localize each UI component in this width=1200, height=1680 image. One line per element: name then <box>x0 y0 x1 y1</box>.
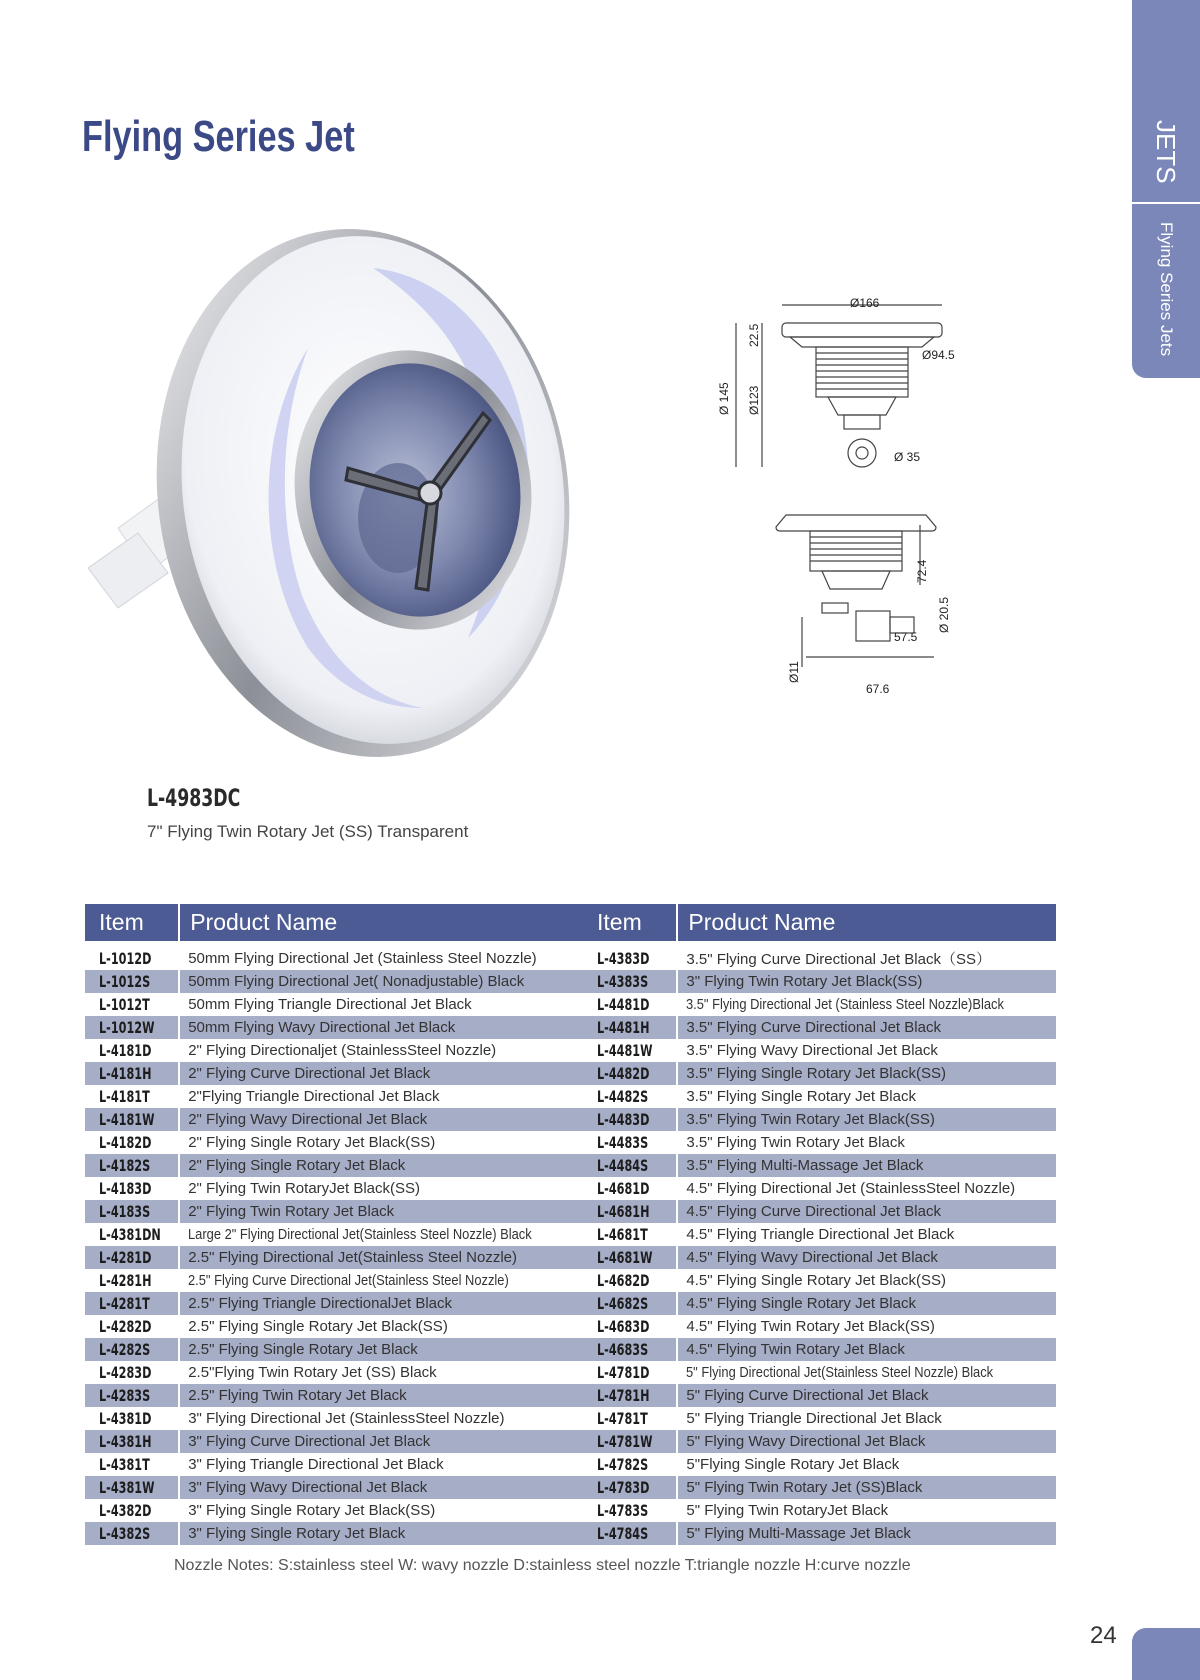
product-name: 2.5" Flying Twin Rotary Jet Black <box>188 1387 407 1404</box>
product-code-cell <box>583 1361 677 1384</box>
product-name-cell <box>179 1292 588 1315</box>
product-code: L-4681D <box>597 1179 650 1198</box>
product-name-cell <box>677 1361 1056 1384</box>
page-title: Flying Series Jet <box>82 112 355 161</box>
product-code-cell <box>85 1016 179 1039</box>
product-name: 3.5" Flying Curve Directional Jet Black（SS） <box>686 951 991 968</box>
product-name: 3.5" Flying Directional Jet (Stainless Steel Nozzle)Black <box>686 996 1005 1013</box>
table-header <box>583 904 1056 941</box>
table-row <box>85 1085 588 1108</box>
side-tab-category[interactable]: JETS <box>1151 120 1181 184</box>
table-row <box>85 1154 588 1177</box>
product-code-cell <box>583 1522 677 1545</box>
product-name: 3" Flying Single Rotary Jet Black(SS) <box>188 1502 436 1519</box>
product-code-cell <box>583 1246 677 1269</box>
product-name-cell <box>179 1177 588 1200</box>
dim-port-dia: Ø 20.5 <box>937 596 951 633</box>
product-code: L-4183D <box>99 1179 152 1198</box>
product-name-cell <box>179 970 588 993</box>
product-code-cell <box>85 1039 179 1062</box>
table-row <box>583 1269 1056 1292</box>
product-name: 2" Flying Twin RotaryJet Black(SS) <box>188 1180 421 1197</box>
product-name: 4.5" Flying Twin Rotary Jet Black <box>686 1341 905 1358</box>
product-code-cell <box>583 1131 677 1154</box>
side-tab-subcategory[interactable]: Flying Series Jets <box>1157 222 1176 357</box>
product-code: L-4481H <box>597 1018 650 1037</box>
product-code: L-4283D <box>99 1363 152 1382</box>
product-name-cell <box>677 1499 1056 1522</box>
product-code-cell <box>583 1177 677 1200</box>
product-name-cell <box>179 1499 588 1522</box>
product-name: 2.5"Flying Twin Rotary Jet (SS) Black <box>188 1364 437 1381</box>
product-name-cell <box>179 1407 588 1430</box>
product-name-cell <box>179 1522 588 1545</box>
product-code: L-4181D <box>99 1041 152 1060</box>
product-name: 3.5" Flying Twin Rotary Jet Black(SS) <box>686 1111 935 1128</box>
product-name-cell <box>677 1315 1056 1338</box>
product-name-cell <box>677 1108 1056 1131</box>
product-code-cell <box>85 1476 179 1499</box>
product-code: L-1012T <box>99 995 150 1014</box>
product-name-cell <box>179 1200 588 1223</box>
product-code-cell <box>85 1154 179 1177</box>
nozzle-notes: Nozzle Notes: S:stainless steel W: wavy nozzle D:stainless steel nozzle T:triangle nozzle H:curve nozzle <box>174 1557 911 1574</box>
product-name: 2" Flying Wavy Directional Jet Black <box>188 1111 428 1128</box>
table-row <box>85 1315 588 1338</box>
product-name: 2.5" Flying Directional Jet(Stainless Steel Nozzle) <box>188 1249 518 1266</box>
product-name-cell <box>179 1430 588 1453</box>
product-code-cell <box>85 1085 179 1108</box>
product-name: 3.5" Flying Wavy Directional Jet Black <box>686 1042 938 1059</box>
product-name: 3" Flying Directional Jet (StainlessSteel Nozzle) <box>188 1410 505 1427</box>
drawing-side-view <box>776 515 936 667</box>
table-row <box>85 1499 588 1522</box>
product-name: 2.5" Flying Triangle DirectionalJet Black <box>188 1295 452 1312</box>
product-code-cell <box>583 1016 677 1039</box>
product-code-cell <box>583 1315 677 1338</box>
product-name-cell <box>179 1223 588 1246</box>
product-name-cell <box>677 1246 1056 1269</box>
table-row <box>85 1361 588 1384</box>
product-name: 2.5" Flying Single Rotary Jet Black(SS) <box>188 1318 448 1335</box>
product-code-cell <box>85 1223 179 1246</box>
product-code-cell <box>583 1085 677 1108</box>
product-name: 5" Flying Wavy Directional Jet Black <box>686 1433 926 1450</box>
product-name-cell <box>179 1476 588 1499</box>
product-code-cell <box>583 1039 677 1062</box>
table-row <box>85 1522 588 1545</box>
product-name: 3.5" Flying Single Rotary Jet Black <box>686 1088 916 1105</box>
product-name-cell <box>677 1200 1056 1223</box>
product-code: L-4383S <box>597 972 649 991</box>
side-tab-divider <box>1132 202 1200 204</box>
product-name: 5" Flying Twin RotaryJet Black <box>686 1502 889 1519</box>
product-code: L-4481W <box>597 1041 653 1060</box>
product-code-cell <box>85 947 179 970</box>
product-code: L-4782S <box>597 1455 649 1474</box>
product-code-cell <box>85 1338 179 1361</box>
page-number: 24 <box>1090 1622 1117 1649</box>
product-code: L-4281D <box>99 1248 152 1267</box>
product-name-cell <box>677 970 1056 993</box>
product-name: 4.5" Flying Curve Directional Jet Black <box>686 1203 941 1220</box>
product-code-cell <box>583 1200 677 1223</box>
table-row <box>583 947 1056 970</box>
product-code: L-4784S <box>597 1524 649 1543</box>
product-name: 3" Flying Curve Directional Jet Black <box>188 1433 431 1450</box>
product-name-cell <box>677 1430 1056 1453</box>
product-code: L-4281H <box>99 1271 152 1290</box>
technical-drawing <box>710 285 970 705</box>
product-code-cell <box>85 1361 179 1384</box>
product-name-cell <box>179 1085 588 1108</box>
product-name-cell <box>677 1476 1056 1499</box>
product-name-cell <box>677 1085 1056 1108</box>
product-name: 50mm Flying Directional Jet( Nonadjustable) Black <box>188 973 525 990</box>
product-code-cell <box>583 1108 677 1131</box>
product-code: L-4381T <box>99 1455 150 1474</box>
product-code-cell <box>85 993 179 1016</box>
product-photo <box>78 228 598 768</box>
featured-product-code: L-4983DC <box>147 784 241 812</box>
product-code: L-4482S <box>597 1087 649 1106</box>
product-name: 2.5" Flying Single Rotary Jet Black <box>188 1341 418 1358</box>
product-name: 50mm Flying Wavy Directional Jet Black <box>188 1019 456 1036</box>
table-row <box>85 1062 588 1085</box>
product-name-cell <box>179 1039 588 1062</box>
product-name: 4.5" Flying Twin Rotary Jet Black(SS) <box>686 1318 935 1335</box>
product-code-cell <box>85 1522 179 1545</box>
product-code: L-4182S <box>99 1156 151 1175</box>
product-name-cell <box>179 1269 588 1292</box>
product-code: L-4281T <box>99 1294 150 1313</box>
product-code-cell <box>85 1269 179 1292</box>
product-code-cell <box>583 1476 677 1499</box>
product-name-cell <box>677 1223 1056 1246</box>
table-row <box>583 1108 1056 1131</box>
table-row <box>85 1177 588 1200</box>
table-row <box>583 1085 1056 1108</box>
product-code-cell <box>583 993 677 1016</box>
product-name: 2" Flying Single Rotary Jet Black(SS) <box>188 1134 436 1151</box>
product-name: 3" Flying Wavy Directional Jet Black <box>188 1479 428 1496</box>
product-name: 3" Flying Single Rotary Jet Black <box>188 1525 406 1542</box>
table-row <box>583 1453 1056 1476</box>
product-code: L-4682S <box>597 1294 649 1313</box>
table-row <box>583 1384 1056 1407</box>
product-code: L-4283S <box>99 1386 151 1405</box>
product-name: 5" Flying Curve Directional Jet Black <box>686 1387 929 1404</box>
table-row <box>583 1039 1056 1062</box>
table-row <box>85 1108 588 1131</box>
product-table-right-body <box>583 947 1056 1545</box>
product-code: L-4783D <box>597 1478 650 1497</box>
product-code-cell <box>583 1269 677 1292</box>
product-name-cell <box>179 1384 588 1407</box>
product-code-cell <box>85 1062 179 1085</box>
product-name-cell <box>179 1361 588 1384</box>
product-code-cell <box>583 1154 677 1177</box>
dim-thread: Ø94.5 <box>922 348 955 362</box>
product-name: 2" Flying Single Rotary Jet Black <box>188 1157 406 1174</box>
product-name-cell <box>179 1108 588 1131</box>
product-table-right <box>583 904 1056 1545</box>
table-row <box>85 1338 588 1361</box>
dim-depth: 72.4 <box>915 559 929 583</box>
product-name: 4.5" Flying Single Rotary Jet Black(SS) <box>686 1272 946 1289</box>
table-row <box>583 1177 1056 1200</box>
featured-product-description: 7" Flying Twin Rotary Jet (SS) Transparent <box>147 822 469 841</box>
product-name: 2" Flying Curve Directional Jet Black <box>188 1065 431 1082</box>
product-code-cell <box>85 1384 179 1407</box>
product-name-cell <box>677 1338 1056 1361</box>
product-code: L-1012W <box>99 1018 155 1037</box>
product-code: L-1012D <box>99 949 152 968</box>
product-code-cell <box>85 1499 179 1522</box>
product-name-cell <box>179 1315 588 1338</box>
dim-body-height: Ø123 <box>747 385 761 415</box>
table-row <box>85 1384 588 1407</box>
product-code: L-4382D <box>99 1501 152 1520</box>
product-code-cell <box>583 1499 677 1522</box>
dim-total-height: Ø 145 <box>717 382 731 415</box>
product-code-cell <box>583 1338 677 1361</box>
table-header <box>85 904 588 941</box>
product-name: 4.5" Flying Directional Jet (StainlessSteel Nozzle) <box>686 1180 1016 1197</box>
dim-flange-height: 22.5 <box>747 323 761 347</box>
product-code-cell <box>583 1384 677 1407</box>
table-row <box>85 1223 588 1246</box>
product-name-cell <box>677 947 1056 970</box>
table-row <box>583 1246 1056 1269</box>
product-name: 3" Flying Twin Rotary Jet Black(SS) <box>686 973 923 990</box>
product-code: L-4183S <box>99 1202 151 1221</box>
product-name-cell <box>677 1269 1056 1292</box>
product-code-cell <box>583 1062 677 1085</box>
dim-flange: Ø166 <box>850 296 880 310</box>
product-code: L-4781D <box>597 1363 650 1382</box>
product-name: 5" Flying Twin Rotary Jet (SS)Black <box>686 1479 923 1496</box>
product-name-cell <box>179 1131 588 1154</box>
corner-tab <box>1132 1628 1200 1680</box>
table-row <box>583 1499 1056 1522</box>
product-name: 3.5" Flying Multi-Massage Jet Black <box>686 1157 924 1174</box>
product-code-cell <box>583 1292 677 1315</box>
product-name: Large 2" Flying Directional Jet(Stainless Steel Nozzle) Black <box>188 1226 532 1243</box>
product-name-cell <box>179 1338 588 1361</box>
product-name-cell <box>677 1062 1056 1085</box>
product-name: 2.5" Flying Curve Directional Jet(Stainless Steel Nozzle) <box>188 1272 509 1289</box>
product-code: L-4282D <box>99 1317 152 1336</box>
product-name: 4.5" Flying Triangle Directional Jet Black <box>686 1226 955 1243</box>
product-name-cell <box>677 1292 1056 1315</box>
table-row <box>85 1407 588 1430</box>
table-row <box>85 1430 588 1453</box>
product-code: L-4381W <box>99 1478 155 1497</box>
product-code-cell <box>583 1223 677 1246</box>
product-code: L-4383D <box>597 949 650 968</box>
product-name: 4.5" Flying Single Rotary Jet Black <box>686 1295 916 1312</box>
product-table-left <box>85 904 588 1545</box>
column-header-product-name: Product Name <box>677 904 1056 941</box>
product-name-cell <box>179 1062 588 1085</box>
dim-offset: 57.5 <box>894 630 918 644</box>
product-code: L-4381DN <box>99 1225 161 1244</box>
product-code-cell <box>85 1315 179 1338</box>
product-name-cell <box>677 1453 1056 1476</box>
product-name-cell <box>677 1177 1056 1200</box>
product-name: 2"Flying Triangle Directional Jet Black <box>188 1088 440 1105</box>
column-header-item: Item <box>583 904 677 941</box>
table-row <box>583 1338 1056 1361</box>
table-row <box>583 1476 1056 1499</box>
product-code: L-4481D <box>597 995 650 1014</box>
drawing-top-view <box>736 305 942 467</box>
table-row <box>583 1430 1056 1453</box>
table-row <box>583 993 1056 1016</box>
product-code-cell <box>85 1430 179 1453</box>
product-code: L-4683S <box>597 1340 649 1359</box>
product-code-cell <box>85 1177 179 1200</box>
product-name: 5" Flying Multi-Massage Jet Black <box>686 1525 911 1542</box>
product-code: L-4181H <box>99 1064 152 1083</box>
product-name-cell <box>677 1407 1056 1430</box>
product-code-cell <box>85 1200 179 1223</box>
side-tab[interactable] <box>1132 0 1200 378</box>
table-row <box>85 947 588 970</box>
table-row <box>85 1292 588 1315</box>
product-code: L-4682D <box>597 1271 650 1290</box>
table-row <box>85 1269 588 1292</box>
product-name: 3.5" Flying Twin Rotary Jet Black <box>686 1134 905 1151</box>
product-code-cell <box>85 970 179 993</box>
product-name: 50mm Flying Directional Jet (Stainless Steel Nozzle) <box>188 950 537 967</box>
product-code-cell <box>583 1453 677 1476</box>
product-name-cell <box>677 1384 1056 1407</box>
table-row <box>85 1200 588 1223</box>
product-code-cell <box>85 1407 179 1430</box>
table-row <box>583 1131 1056 1154</box>
product-code: L-1012S <box>99 972 151 991</box>
product-name-cell <box>677 1131 1056 1154</box>
column-header-item: Item <box>85 904 179 941</box>
product-code: L-4482D <box>597 1064 650 1083</box>
table-row <box>583 1223 1056 1246</box>
product-code: L-4681T <box>597 1225 648 1244</box>
product-code: L-4483D <box>597 1110 650 1129</box>
product-code: L-4781H <box>597 1386 650 1405</box>
product-name: 2" Flying Twin Rotary Jet Black <box>188 1203 395 1220</box>
product-code-cell <box>85 1292 179 1315</box>
product-code: L-4181W <box>99 1110 155 1129</box>
product-code-cell <box>583 947 677 970</box>
product-name-cell <box>677 1522 1056 1545</box>
product-name-cell <box>677 1016 1056 1039</box>
product-code-cell <box>583 1430 677 1453</box>
product-name-cell <box>179 1016 588 1039</box>
column-header-product-name: Product Name <box>179 904 588 941</box>
product-code: L-4182D <box>99 1133 152 1152</box>
table-row <box>85 970 588 993</box>
product-name: 2" Flying Directionaljet (StainlessSteel Nozzle) <box>188 1042 497 1059</box>
table-row <box>583 1315 1056 1338</box>
product-name: 4.5" Flying Wavy Directional Jet Black <box>686 1249 938 1266</box>
product-code-cell <box>583 1407 677 1430</box>
product-name-cell <box>179 1246 588 1269</box>
product-name-cell <box>179 947 588 970</box>
product-code-cell <box>85 1246 179 1269</box>
table-row <box>85 1131 588 1154</box>
table-row <box>583 1062 1056 1085</box>
product-code-cell <box>85 1453 179 1476</box>
product-name: 3.5" Flying Curve Directional Jet Black <box>686 1019 941 1036</box>
product-code: L-4181T <box>99 1087 150 1106</box>
product-code-cell <box>583 970 677 993</box>
product-name: 5" Flying Directional Jet(Stainless Steel Nozzle) Black <box>686 1364 994 1381</box>
table-row <box>583 1522 1056 1545</box>
table-row <box>583 1361 1056 1384</box>
product-name: 3.5" Flying Single Rotary Jet Black(SS) <box>686 1065 946 1082</box>
product-code: L-4381H <box>99 1432 152 1451</box>
product-code: L-4683D <box>597 1317 650 1336</box>
table-row <box>583 1292 1056 1315</box>
table-row <box>583 970 1056 993</box>
product-name-cell <box>677 1039 1056 1062</box>
product-name-cell <box>179 1154 588 1177</box>
dim-small-port: Ø11 <box>787 661 801 683</box>
table-row <box>85 1039 588 1062</box>
product-name-cell <box>677 1154 1056 1177</box>
product-code: L-4483S <box>597 1133 649 1152</box>
table-row <box>85 1476 588 1499</box>
product-name: 3" Flying Triangle Directional Jet Black <box>188 1456 444 1473</box>
product-code: L-4781T <box>597 1409 648 1428</box>
table-row <box>85 1453 588 1476</box>
table-row <box>583 1200 1056 1223</box>
table-row <box>85 993 588 1016</box>
table-row <box>583 1016 1056 1039</box>
table-row <box>85 1016 588 1039</box>
table-row <box>583 1154 1056 1177</box>
product-table-left-body <box>85 947 588 1545</box>
product-code: L-4282S <box>99 1340 151 1359</box>
product-name-cell <box>179 1453 588 1476</box>
table-row <box>85 1246 588 1269</box>
product-name: 50mm Flying Triangle Directional Jet Black <box>188 996 472 1013</box>
table-row <box>583 1407 1056 1430</box>
product-code: L-4681W <box>597 1248 653 1267</box>
product-code: L-4382S <box>99 1524 151 1543</box>
product-code-cell <box>85 1131 179 1154</box>
product-code-cell <box>85 1108 179 1131</box>
product-name-cell <box>179 993 588 1016</box>
product-code: L-4381D <box>99 1409 152 1428</box>
product-code: L-4783S <box>597 1501 649 1520</box>
product-name: 5"Flying Single Rotary Jet Black <box>686 1456 900 1473</box>
product-code: L-4681H <box>597 1202 650 1221</box>
product-code: L-4781W <box>597 1432 653 1451</box>
product-name-cell <box>677 993 1056 1016</box>
dim-width: 67.6 <box>866 682 890 696</box>
product-code: L-4484S <box>597 1156 649 1175</box>
dim-port: Ø 35 <box>894 450 921 464</box>
product-name: 5" Flying Triangle Directional Jet Black <box>686 1410 942 1427</box>
